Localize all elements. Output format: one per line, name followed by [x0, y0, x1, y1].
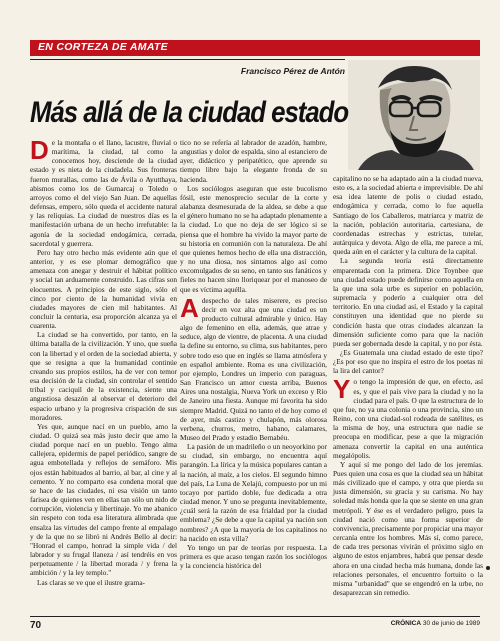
paragraph: Pero hay otro hecho más evidente aún que el anterior, y es ese plomar demográfico que amenaza con anegar y destruir el hábitat político y social tan arduamente construido. Las cifras son elocuentes. A principios de este siglo, sólo el cinco por ciento de la humanidad vivía en ciudades mayores de cien mil habitantes. Al concluir la centuria, esa proporción alcanza ya el cuarenta. [30, 247, 177, 331]
drop-cap: A [180, 292, 199, 323]
header-rule [30, 59, 345, 60]
page-number: 70 [30, 620, 42, 631]
paragraph: La segunda teoría está directamente emparentada con la primera. Dice Toynbee que una ciudad estado puede definirse como aquella en la que una sola urbe es superior en población, supremacía y poderío a cualquier otra del territorio. En una ciudad así, el Estado y la capital constituyen una identidad que no pierde su condición hasta que otras ciudades alcanzan la dimensión suficiente como para que la nación pueda ser gobernada desde la capital, y no por ésta. [333, 256, 483, 348]
paragraph: tico no se refería al labrador de azadón, hambre, angustias y dolor de espalda, sino al estanciero de ayer, didáctico y peripatético, que aprende su tiempo libre bajo la elegante fronda de su hacienda. [180, 138, 327, 184]
author-portrait-drawing [348, 60, 480, 170]
article-column-1 [30, 135, 177, 587]
paragraph: Los sociólogos aseguran que este bucolismo fósil, este menosprecio secular de la corte y alabanza desmesurada de la aldea, se debe a que el género humano no se ha adaptado plenamente a la ciudad. Lo que no deja de ser lógico si se piensa que el hombre ha vivido la mayor parte de su historia en comunión con la naturaleza. De ahí que quienes hemos hecho de ella una distracción, y no una diosa, nos sintamos algo así como excomulgados de su seno, en tanto sus fanáticos y fieles no hacen sino lloriquear por el manoseo de que es víctima aquélla. [180, 183, 327, 294]
paragraph: La ciudad se ha convertido, por tanto, en la última batalla de la civilización. Y uno, que sueña con la libertad y el orden de la sociedad abierta, y que se resigna a que la humanidad continúe creando sus propios estilos, ha de ver con temor esa decisión de la ciudad, sin controlar el sentido tribal y caciquil de la existencia, siente una angustiosa desazón al observar el deterioro del espacio urbano y la progresiva crispación de sus moradores. [30, 330, 177, 422]
drop-cap: D [30, 135, 49, 165]
scan-mark [486, 566, 490, 570]
paragraph: Las claras se ve que el ilustre grama- [37, 577, 145, 587]
article-column-3 [333, 174, 483, 597]
paragraph-text: e la montaña o el llano, lacustre, fluvial o marítima, la ciudad, tal como la conocemos hoy, desciende de la ciudad estado y es nieta de la ciudadela. Sus fronteras fueron murallas, como las de Ávila o Ayutthaya, abismos como los de Gumarcaj o Toledo o arroyos como el del viejo San Juan. De aquellas defensas, empero, sólo queda el accidente natural y las reliquias. La ciudad de nuestros días es la manifestación urbana de un hecho irrefutable: la agonía de la sociedad endogámica, cerrada, sacerdotal y guerrera. [30, 138, 177, 248]
paragraph-text: despecho de tales miserere, es preciso decir en voz alta que una ciudad es un producto cultural admirable y único. Hay algo de femenino en ella, además, que atrae y seduce, algo de vientre, de placenta. A una ciudad la define su entorno, su clima, sus habitantes, pero sobre todo eso que en inglés se llama atmósfera y en español ambiente. Roma es una civilización, por ejemplo, Londres un imperio con paraguas, San Francisco un amor cuesta arriba, Buenos Aires una nostalgia, Nueva York un exceso y Río de Janeiro una fiesta. Aunque mi favorita ha sido siempre Madrid. Quizá no tanto el de hoy como el de ayer, más castizo y chulapón, más olorosa verbena, churros, metro, habano, calamares, Museo del Prado y estadio Bernabéu. [180, 295, 327, 442]
paragraph [333, 374, 484, 460]
paragraph-text: o tengo la impresión de que, en efecto, así es, y que el país vive para la ciudad y no la ciudad para el país. O que la estructura de lo que fue, no ya una colonia o una provincia, sino un Reino, con una ciudad-sol rodeada de satélites, es la misma de hoy, una estructura que nadie se preocupa en modificar, pese a que la migración amenaza convertir la capital en una auténtica megalópolis. [333, 377, 484, 460]
footer-publication [380, 620, 480, 627]
article-column-2 [180, 138, 327, 570]
drop-cap: Y [333, 374, 351, 405]
author-name: Francisco Pérez de Antón [240, 66, 345, 76]
paragraph: capitalino no se ha adaptado aún a la ciudad nueva, esto es, a la sociedad abierta e imprevisible. De ahí esa idea latente de polis o ciudad estado, endogámica y cerrada, como lo fue aquella Santiago de los Caballeros, matriarca y matriz de la nación, población autoritaria, cartesiana, de coordenadas estrechas y estrictas, tutelar, autárquica y devota. Algo de ella, me parece a mí, queda aún en el carácter y la cultura de la capital. [333, 174, 483, 257]
section-label: EN CORTEZA DE AMATE [38, 41, 168, 53]
author-portrait [348, 60, 480, 170]
paragraph: Yes que, aunque nací en un pueblo, amo la ciudad. O quizá sea más justo decir que amo la ciudad porque nací en un pueblo. Tengo alma callejera, epidermis de papel periódico, sangre de agua embotellada y reflejos de semáforo. Mis ojos están habituados al barrio, al bar, al cine y al cemento. Y no comparto esa condena moral que se hace de las ciudades, ni esa visión un tanto farisea de quienes ven en ellas tan sólo un nido de corrupción, violencia y libertinaje. Yo me abanico sin respeto con toda esa literatura alimbrada que ensalza las virtudes del campo frente al empalago y de la que no se libró ni Andrés Bello al decir: "Honrad el campo, honrad la simple vida / del labrador y su frugal llaneza / así tendréis en vos perpetuamente / la libertad morada / y frena la ambición / y la ley templo." [30, 421, 177, 578]
paragraph: Yo tengo un par de teorías por respuesta. La primera es que acaso tengan razón los sociólogos y la conciencia histórica del [180, 542, 327, 571]
section-bar [30, 40, 480, 56]
footer-rule [30, 616, 480, 617]
publication-date: 30 de junio de 1989 [422, 620, 480, 627]
paragraph: ¿Es Guatemala una ciudad estado de este tipo? ¿Es por eso que no inspira el estro de los poetas ni la lira del cantor? [333, 347, 483, 376]
paragraph: Y aquí sí me pongo del lado de los jeremías. Pues quien una cosa es que la ciudad sea un hábitat más civilizado que el campo, y otra que pierda su justa dimensión, su gracia y su carisma. No hay soledad más honda que la que se siente en una gran metrópoli. Y ése es el verdadero peligro, pues la ciudad nació como una forma superior de convivencia, precisamente por propiciar una mayor cercanía entre los hombres. Más sí, como parece, de cada tres personas vivirán el próximo siglo en alguno de estos enjambres, habrá que pensar desde ahora en una ciudad hecha más humana, donde las relaciones personales, el encuentro fortuito o la misma "urbanidad" que se engendró en la urbe, no desaparezcan sin remedio. [333, 459, 483, 598]
article-headline: Más allá de la ciudad estado [30, 96, 349, 129]
paragraph [30, 135, 177, 248]
paragraph: La pasión de un madrileño o un neoyorkino por su ciudad, sin embargo, no encuentra aquí parangón. La lírica y la música populares cantan a la nación, al maíz, a los cielos. El segundo himno del país, La Luna de Xelajú, compuesto por un mi tocayo por partido doble, fue dedicada a otra ciudad menor. Y uno se pregunta inevitablemente, ¿cuál será la razón de esa frialdad por la ciudad emblema? ¿Se debe a que la capital ya nación son nombres? ¿A que la mayoría de los capitalinos no ha nacido en esta villa? [180, 442, 327, 543]
paragraph [180, 292, 327, 443]
publication-name: CRÓNICA [390, 620, 422, 627]
